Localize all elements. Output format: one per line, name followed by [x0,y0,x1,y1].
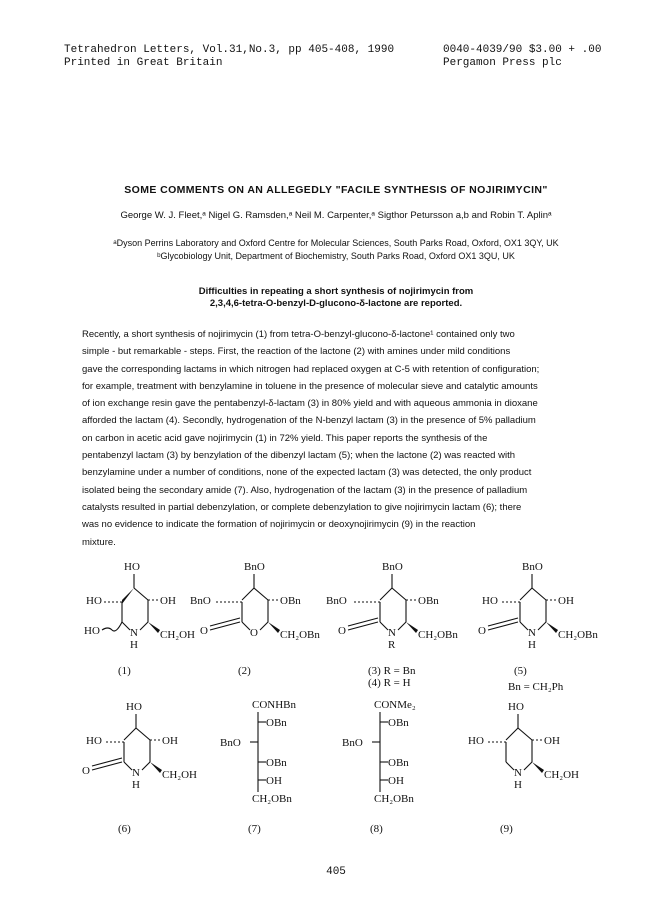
body-line: Recently, a short synthesis of nojirimycin (1) from tetra-O-benzyl-glucono-δ-lactone¹ contained only two [82,329,515,340]
s9-ch2oh: CH₂OH [544,769,580,781]
s3-left-group: BnO [326,595,347,607]
structure-5 [478,561,598,693]
s7-r4: OH [266,775,282,787]
s1-left-group: HO [86,595,102,607]
s1-top-group: HO [124,561,140,573]
body-line: catalysts resulted in partial debenzylation, or complete debenzylation to give nojirimycin lactam (6); there [82,501,522,513]
abstract-line: Difficulties in repeating a short synthesis of nojirimycin from [198,286,474,297]
s1-n-substituent: H [130,639,138,651]
structure-1 [84,561,195,677]
body-line: benzylamine under a number of conditions, none of the expected lactam (3) was detected, the only product [82,467,532,479]
body-line: on carbon in acetic acid gave nojirimycin (1) in 72% yield. This paper reports the synthesis of the [82,432,488,444]
publisher-info [443,44,601,70]
s3-right-group: OBn [418,595,439,607]
s3-carbonyl-o: O [338,625,346,637]
s3-top-group: BnO [382,561,403,573]
s6-compound-label: (6) [118,823,131,835]
structure-7 [220,699,297,835]
s5-right-group: OH [558,595,574,607]
s6-right-group: OH [162,735,178,747]
s7-l2: BnO [220,737,241,749]
s6-carbonyl-o: O [82,765,90,777]
body-line: of ion exchange resin gave the pentabenzyl-δ-lactam (3) in 80% yield and with aqueous ammonia in dioxane [82,398,538,410]
abstract [0,286,672,310]
s5-top-group: BnO [522,561,543,573]
s7-r1: OBn [266,717,287,729]
citation-line: Tetrahedron Letters, Vol.31,No.3, pp 405-408, 1990 [64,44,395,56]
bn-definition: Bn = CH₂Ph [508,681,564,693]
affiliation-2: ᵇGlycobiology Unit, Department of Biochemistry, South Parks Road, Oxford OX1 3QU, UK [157,251,515,261]
body-line: was no evidence to indicate the formation of nojirimycin or deoxynojirimycin (9) in the reaction [82,519,476,531]
s8-l2: BnO [342,737,363,749]
structure-9 [468,701,579,835]
body-line: isolated being the secondary amide (7). Also, hydrogenation of the lactam (3) in the presence of palladium [82,484,528,496]
s9-top-group: HO [508,701,524,713]
body-line: gave the corresponding lactams in which nitrogen had replaced oxygen at C-5 with retention of configuration; [82,363,540,375]
abstract-line: 2,3,4,6-tetra-O-benzyl-D-glucono-δ-lactone are reported. [209,298,463,309]
s3-compound-label: (3) R = Bn [368,665,416,677]
s2-ch2obn: CH₂OBn [280,629,320,641]
s3-ring-nitrogen: N [388,627,396,639]
body-line: simple - but remarkable - steps. First, the reaction of the lactone (2) with amines under mild conditions [82,346,511,358]
s3-ch2obn: CH₂OBn [418,629,458,641]
paper-title: SOME COMMENTS ON AN ALLEGEDLY "FACILE SYNTHESIS OF NOJIRIMYCIN" [124,184,548,196]
printed-line: Printed in Great Britain [64,57,223,69]
s7-head: CONHBn [252,699,297,711]
s5-compound-label: (5) [514,665,527,677]
s2-right-group: OBn [280,595,301,607]
s2-carbonyl-o: O [200,625,208,637]
author-list: George W. J. Fleet,ᵃ Nigel G. Ramsden,ᵃ Neil M. Carpenter,ᵃ Sigthor Petursson a,b and Robin T. Aplinᵃ [120,210,552,221]
s7-r3: OBn [266,757,287,769]
s1-ring-nitrogen: N [130,627,138,639]
journal-citation [64,44,394,70]
s1-right-group: OH [160,595,176,607]
s8-r4: OH [388,775,404,787]
s5-ring-nitrogen: N [528,627,536,639]
s4-compound-label: (4) R = H [368,677,411,689]
body-line: mixture. [82,536,116,548]
s5-n-substituent: H [528,639,536,651]
s5-left-group: HO [482,595,498,607]
s8-compound-label: (8) [370,823,383,835]
s6-n-substituent: H [132,779,140,791]
s2-top-group: BnO [244,561,265,573]
s2-ring-oxygen: O [250,627,258,639]
s9-ring-nitrogen: N [514,767,522,779]
s6-ring-nitrogen: N [132,767,140,779]
s6-top-group: HO [126,701,142,713]
s6-left-group: HO [86,735,102,747]
s8-r3: OBn [388,757,409,769]
s5-ch2obn: CH₂OBn [558,629,598,641]
s1-ch2oh: CH₂OH [160,629,196,641]
structure-8 [342,699,416,835]
body-paragraph [82,326,594,551]
affiliation-1: ᵃDyson Perrins Laboratory and Oxford Centre for Molecular Sciences, South Parks Road, Oxford, OX1 3QY, UK [113,238,559,248]
s7-tail: CH₂OBn [252,793,292,805]
s7-compound-label: (7) [248,823,261,835]
s2-left-group: BnO [190,595,211,607]
s3-n-substituent: R [388,639,396,651]
s9-compound-label: (9) [500,823,513,835]
s8-r1: OBn [388,717,409,729]
s9-n-substituent: H [514,779,522,791]
structure-2 [190,561,320,677]
body-line: for example, treatment with benzylamine in toluene in the presence of molecular sieve and catalytic amounts [82,380,538,392]
s6-ch2oh: CH₂OH [162,769,198,781]
s1-compound-label: (1) [118,665,131,677]
chemical-structures-figure [0,560,672,850]
publisher-name: Pergamon Press plc [443,57,562,69]
structure-3 [326,561,458,689]
price-code: 0040-4039/90 $3.00 + .00 [443,44,602,56]
s9-left-group: HO [468,735,484,747]
structure-6 [82,701,197,835]
page-number: 405 [326,866,346,878]
body-line: pentabenzyl lactam (3) by benzylation of the dibenzyl lactam (5); when the lactone (2) was reacted with [82,450,516,462]
s2-compound-label: (2) [238,665,251,677]
body-line: afforded the lactam (4). Secondly, hydrogenation of the N-benzyl lactam (3) in the presence of 5% palladium [82,415,536,427]
s8-head: CONMe₂ [374,699,416,711]
s9-right-group: OH [544,735,560,747]
s1-bottom-left-group: HO [84,625,100,637]
s5-carbonyl-o: O [478,625,486,637]
s8-tail: CH₂OBn [374,793,414,805]
